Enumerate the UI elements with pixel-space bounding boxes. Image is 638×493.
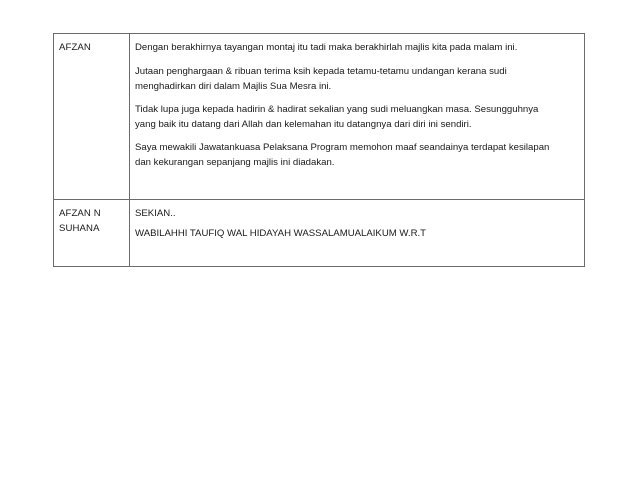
- speaker-name: AFZAN N SUHANA: [59, 208, 101, 234]
- table-row: [54, 34, 585, 200]
- script-cell: [130, 200, 585, 267]
- script-cell: [130, 34, 585, 200]
- script-paragraph: Jutaan penghargaan & ribuan terima ksih kepada tetamu-tetamu undangan kerana sudi menghadirkan diri dalam Majlis Sua Mesra ini.: [135, 66, 507, 92]
- script-paragraph: WABILAHHI TAUFIQ WAL HIDAYAH WASSALAMUALAIKUM W.R.T: [135, 228, 427, 239]
- script-paragraph: Saya mewakili Jawatankuasa Pelaksana Program memohon maaf seandainya terdapat kesilapan dan kekurangan sepanjang majlis ini diadakan.: [135, 142, 550, 168]
- script-paragraph: Tidak lupa juga kepada hadirin & hadirat sekalian yang sudi meluangkan masa. Sesungguhnya yang baik itu datang dari Allah dan kelemahan itu datangnya dari diri ini sendiri.: [135, 104, 539, 130]
- script-paragraph: SEKIAN..: [135, 208, 176, 219]
- speaker-cell: [54, 200, 130, 267]
- script-table: [53, 33, 585, 267]
- script-paragraph: Dengan berakhirnya tayangan montaj itu tadi maka berakhirlah majlis kita pada malam ini.: [135, 42, 518, 53]
- speaker-name: AFZAN: [59, 42, 91, 53]
- table-row: [54, 200, 585, 267]
- speaker-cell: [54, 34, 130, 200]
